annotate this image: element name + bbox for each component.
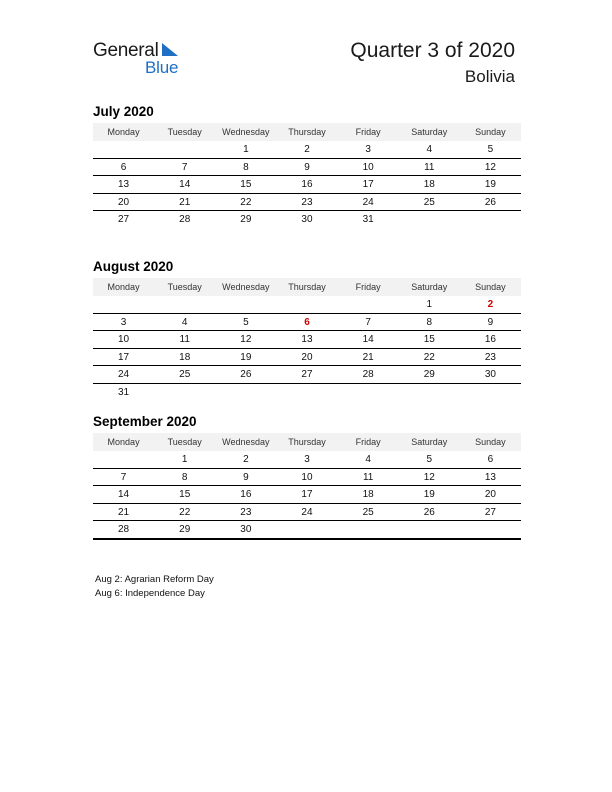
day-cell: 19	[423, 489, 435, 500]
weekday-label: Monday	[107, 437, 140, 447]
week-row	[93, 159, 521, 177]
weekday-label: Thursday	[288, 127, 326, 137]
day-cell: 27	[484, 506, 496, 518]
weekday-label: Sunday	[475, 437, 506, 447]
empty-day-cell	[154, 384, 215, 402]
weekday-label: Friday	[355, 282, 381, 292]
day-cell: 1	[181, 454, 188, 465]
empty-day-cell	[460, 211, 521, 229]
day-cell: 20	[118, 196, 130, 208]
day-cell: 13	[484, 471, 496, 483]
day-cell: 26	[240, 369, 252, 380]
day-cell: 9	[304, 161, 310, 173]
day-cell: 5	[243, 316, 249, 328]
week-row	[93, 349, 521, 367]
day-cell: 30	[240, 524, 252, 535]
day-cell: 23	[301, 196, 313, 208]
day-cell: 21	[118, 506, 130, 518]
day-cell: 31	[362, 214, 374, 225]
day-cell: 12	[484, 161, 496, 173]
week-row	[93, 211, 521, 229]
week-row	[93, 384, 521, 402]
empty-day-cell	[399, 384, 460, 402]
day-cell: 1	[426, 299, 433, 310]
week-row	[93, 521, 521, 539]
weekday-label: Monday	[107, 282, 140, 292]
day-cell: 30	[301, 214, 313, 225]
week-row	[93, 451, 521, 469]
empty-day-cell	[276, 296, 337, 313]
day-cell: 27	[118, 214, 130, 225]
weekday-label: Monday	[107, 127, 140, 137]
empty-day-cell	[276, 384, 337, 402]
day-cell: 9	[487, 316, 494, 328]
day-cell: 16	[301, 179, 313, 190]
day-cell: 4	[181, 316, 188, 328]
day-cell: 23	[240, 506, 252, 518]
day-cell: 7	[181, 161, 188, 173]
day-cell: 27	[301, 369, 313, 380]
day-cell: 25	[179, 369, 191, 380]
empty-day-cell	[460, 384, 521, 402]
day-cell: 25	[362, 506, 374, 518]
week-row	[93, 314, 521, 332]
day-cell: 23	[484, 351, 496, 363]
week-row	[93, 331, 521, 349]
day-cell: 17	[301, 489, 313, 500]
weekday-header-row	[93, 123, 521, 141]
day-cell: 24	[362, 196, 374, 208]
day-cell: 26	[423, 506, 435, 518]
holiday-note: Aug 2: Agrarian Reform Day	[95, 574, 214, 585]
empty-day-cell	[399, 521, 460, 538]
day-cell: 21	[362, 351, 374, 363]
weekday-label: Sunday	[475, 282, 506, 292]
weekday-label: Tuesday	[167, 127, 202, 137]
day-cell: 6	[120, 161, 127, 173]
day-cell: 29	[240, 214, 252, 225]
day-cell: 12	[423, 471, 435, 483]
day-cell: 30	[484, 369, 496, 380]
day-cell: 20	[484, 489, 496, 500]
day-cell: 28	[179, 214, 191, 225]
weekday-label: Friday	[355, 437, 381, 447]
day-cell: 16	[484, 334, 496, 345]
day-cell: 17	[118, 351, 130, 363]
day-cell: 4	[365, 454, 371, 465]
day-cell: 12	[240, 334, 252, 345]
holiday-day-cell: 6	[304, 316, 310, 328]
weekday-label: Thursday	[288, 437, 326, 447]
empty-day-cell	[338, 384, 399, 402]
day-cell: 14	[118, 489, 130, 500]
day-cell: 3	[304, 454, 310, 465]
day-cell: 4	[426, 144, 433, 155]
day-cell: 29	[423, 369, 435, 380]
day-cell: 15	[179, 489, 191, 500]
weekday-label: Wednesday	[222, 282, 270, 292]
day-cell: 24	[118, 369, 130, 380]
day-cell: 8	[243, 161, 249, 173]
holiday-notes	[95, 573, 214, 601]
day-cell: 17	[362, 179, 374, 190]
weekday-label: Tuesday	[167, 437, 202, 447]
day-cell: 14	[179, 179, 191, 190]
month-august	[93, 258, 521, 401]
holiday-day-cell: 2	[487, 299, 494, 310]
day-cell: 3	[365, 144, 371, 155]
day-cell: 15	[423, 334, 435, 345]
empty-day-cell	[154, 296, 215, 313]
day-cell: 6	[487, 454, 494, 465]
week-row	[93, 176, 521, 194]
day-cell: 2	[304, 144, 310, 155]
day-cell: 13	[118, 179, 130, 190]
day-cell: 15	[240, 179, 252, 190]
day-cell: 18	[179, 351, 191, 363]
day-cell: 11	[424, 161, 435, 173]
day-cell: 16	[240, 489, 252, 500]
day-cell: 10	[301, 471, 313, 483]
day-cell: 28	[362, 369, 374, 380]
empty-day-cell	[338, 521, 399, 538]
quarter-title: Quarter 3 of 2020	[350, 39, 515, 62]
week-row	[93, 486, 521, 504]
weekday-label: Tuesday	[167, 282, 202, 292]
empty-day-cell	[93, 141, 154, 158]
empty-day-cell	[215, 384, 276, 402]
weekday-header-row	[93, 433, 521, 451]
week-row	[93, 469, 521, 487]
day-cell: 10	[362, 161, 374, 173]
day-cell: 21	[179, 196, 191, 208]
weekday-label: Saturday	[411, 127, 448, 137]
day-cell: 9	[243, 471, 249, 483]
calendar-grid	[93, 278, 521, 401]
week-row	[93, 141, 521, 159]
weekday-label: Friday	[355, 127, 381, 137]
day-cell: 31	[118, 386, 130, 398]
country-name: Bolivia	[464, 67, 515, 86]
day-cell: 22	[179, 506, 191, 518]
empty-day-cell	[154, 141, 215, 158]
day-cell: 14	[362, 334, 374, 345]
weekday-label: Thursday	[288, 282, 326, 292]
logo-blue-text: Blue	[145, 58, 179, 77]
day-cell: 26	[484, 196, 496, 208]
day-cell: 3	[120, 316, 127, 328]
empty-day-cell	[338, 296, 399, 313]
day-cell: 7	[365, 316, 371, 328]
logo-triangle-icon	[160, 43, 180, 59]
empty-day-cell	[399, 211, 460, 229]
day-cell: 5	[487, 144, 494, 155]
day-cell: 29	[179, 524, 191, 535]
day-cell: 7	[120, 471, 127, 483]
month-title: August 2020	[93, 259, 174, 274]
calendar-grid	[93, 123, 521, 229]
weekday-label: Saturday	[411, 282, 448, 292]
day-cell: 20	[301, 351, 313, 363]
day-cell: 10	[118, 334, 130, 345]
day-cell: 8	[426, 316, 433, 328]
logo-general-text: General	[93, 40, 159, 61]
empty-day-cell	[215, 296, 276, 313]
day-cell: 22	[423, 351, 435, 363]
day-cell: 19	[484, 179, 496, 190]
day-cell: 28	[118, 524, 130, 535]
day-cell: 22	[240, 196, 252, 208]
day-cell: 25	[423, 196, 435, 208]
empty-day-cell	[276, 521, 337, 538]
week-row	[93, 366, 521, 384]
week-row	[93, 194, 521, 212]
month-title: July 2020	[93, 104, 154, 119]
empty-day-cell	[93, 451, 154, 468]
day-cell: 19	[240, 351, 252, 363]
day-cell: 18	[362, 489, 374, 500]
weekday-header-row	[93, 278, 521, 296]
month-title: September 2020	[93, 414, 197, 429]
weekday-label: Saturday	[411, 437, 448, 447]
holiday-note: Aug 6: Independence Day	[95, 588, 205, 599]
day-cell: 18	[423, 179, 435, 190]
weekday-label: Sunday	[475, 127, 506, 137]
month-july	[93, 103, 521, 229]
day-cell: 1	[243, 144, 249, 155]
empty-day-cell	[460, 521, 521, 538]
week-row	[93, 296, 521, 314]
calendar-grid	[93, 433, 521, 540]
month-september	[93, 413, 521, 540]
day-cell: 11	[179, 334, 190, 345]
weekday-label: Wednesday	[222, 127, 270, 137]
day-cell: 24	[301, 506, 313, 518]
generalblue-logo	[93, 40, 193, 80]
week-row	[93, 504, 521, 522]
day-cell: 11	[362, 471, 374, 483]
day-cell: 2	[243, 454, 249, 465]
day-cell: 13	[301, 334, 313, 345]
day-cell: 8	[181, 471, 188, 483]
day-cell: 5	[426, 454, 433, 465]
empty-day-cell	[93, 296, 154, 313]
weekday-label: Wednesday	[222, 437, 270, 447]
